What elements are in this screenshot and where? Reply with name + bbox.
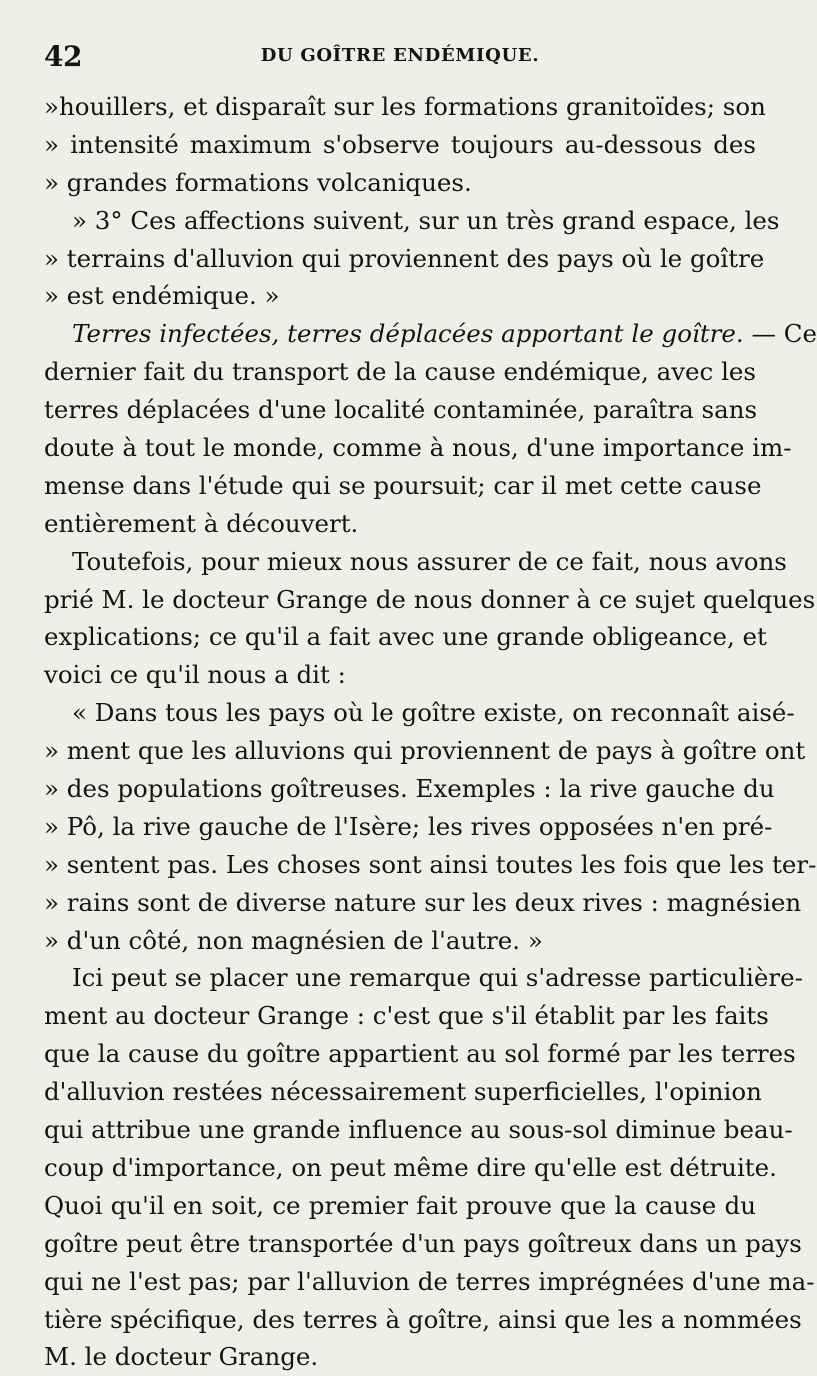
text-line: » intensité maximum s'observe toujours au-dessous des bbox=[44, 129, 756, 159]
text-line: voici ce qu'il nous a dit : bbox=[44, 660, 346, 690]
text-line: qui attribue une grande influence au sous-sol diminue beau- bbox=[44, 1115, 793, 1145]
text-line: » d'un côté, non magnésien de l'autre. » bbox=[44, 925, 543, 955]
text-line: » des populations goîtreuses. Exemples : la rive gauche du bbox=[44, 774, 775, 804]
text-line: coup d'importance, on peut même dire qu'elle est détruite. bbox=[44, 1152, 777, 1182]
text-line: » terrains d'alluvion qui proviennent des pays où le goître bbox=[44, 243, 765, 273]
text-line: » sentent pas. Les choses sont ainsi toutes les fois que les ter- bbox=[44, 849, 817, 879]
text-line: mense dans l'étude qui se poursuit; car il met cette cause bbox=[44, 470, 762, 500]
text-line: » Pô, la rive gauche de l'Isère; les rives opposées n'en pré- bbox=[44, 811, 773, 841]
text-line: Toutefois, pour mieux nous assurer de ce fait, nous avons bbox=[72, 546, 787, 576]
running-head bbox=[44, 40, 756, 80]
text-line: » est endémique. » bbox=[44, 281, 280, 311]
text-line: tière spécifique, des terres à goître, ainsi que les a nommées bbox=[44, 1304, 802, 1334]
text-line: » 3° Ces affections suivent, sur un très grand espace, les bbox=[72, 205, 780, 235]
text-line: explications; ce qu'il a fait avec une grande obligeance, et bbox=[44, 622, 767, 652]
italic-heading: Terres infectées, terres déplacées apportant le goître. bbox=[72, 319, 744, 349]
text-line: » grandes formations volcaniques. bbox=[44, 167, 472, 197]
text-line: entièrement à découvert. bbox=[44, 508, 359, 538]
text-line: » rains sont de diverse nature sur les deux rives : magnésien bbox=[44, 887, 802, 917]
text-line: Quoi qu'il en soit, ce premier fait prouve que la cause du bbox=[44, 1190, 756, 1220]
text-line bbox=[44, 315, 817, 353]
text-line: M. le docteur Grange. bbox=[44, 1342, 319, 1372]
text-line: que la cause du goître appartient au sol formé par les terres bbox=[44, 1039, 796, 1069]
text-line: goître peut être transportée d'un pays goîtreux dans un pays bbox=[44, 1228, 802, 1258]
text-line: Ici peut se placer une remarque qui s'adresse particulière- bbox=[72, 963, 803, 993]
text-line: terres déplacées d'une localité contaminée, paraîtra sans bbox=[44, 395, 758, 425]
text-line: prié M. le docteur Grange de nous donner à ce sujet quelques bbox=[44, 584, 816, 614]
text-line: ment au docteur Grange : c'est que s'il établit par les faits bbox=[44, 1001, 769, 1031]
text-line: d'alluvion restées nécessairement superficielles, l'opinion bbox=[44, 1077, 762, 1107]
text-line: »houillers, et disparaît sur les formations granitoïdes; son bbox=[44, 92, 766, 121]
text-line: « Dans tous les pays où le goître existe, on reconnaît aisé- bbox=[72, 698, 795, 728]
text-line: dernier fait du transport de la cause endémique, avec les bbox=[44, 357, 756, 387]
text-line: qui ne l'est pas; par l'alluvion de terres imprégnées d'une ma- bbox=[44, 1266, 815, 1296]
page-number: 42 bbox=[44, 40, 82, 73]
text-line: » ment que les alluvions qui proviennent de pays à goître ont bbox=[44, 736, 806, 766]
text-line-rest: — Ce bbox=[743, 319, 817, 349]
text-line: doute à tout le monde, comme à nous, d'une importance im- bbox=[44, 433, 792, 463]
body-text bbox=[44, 88, 817, 1376]
running-title: DU GOÎTRE ENDÉMIQUE. bbox=[260, 45, 540, 66]
